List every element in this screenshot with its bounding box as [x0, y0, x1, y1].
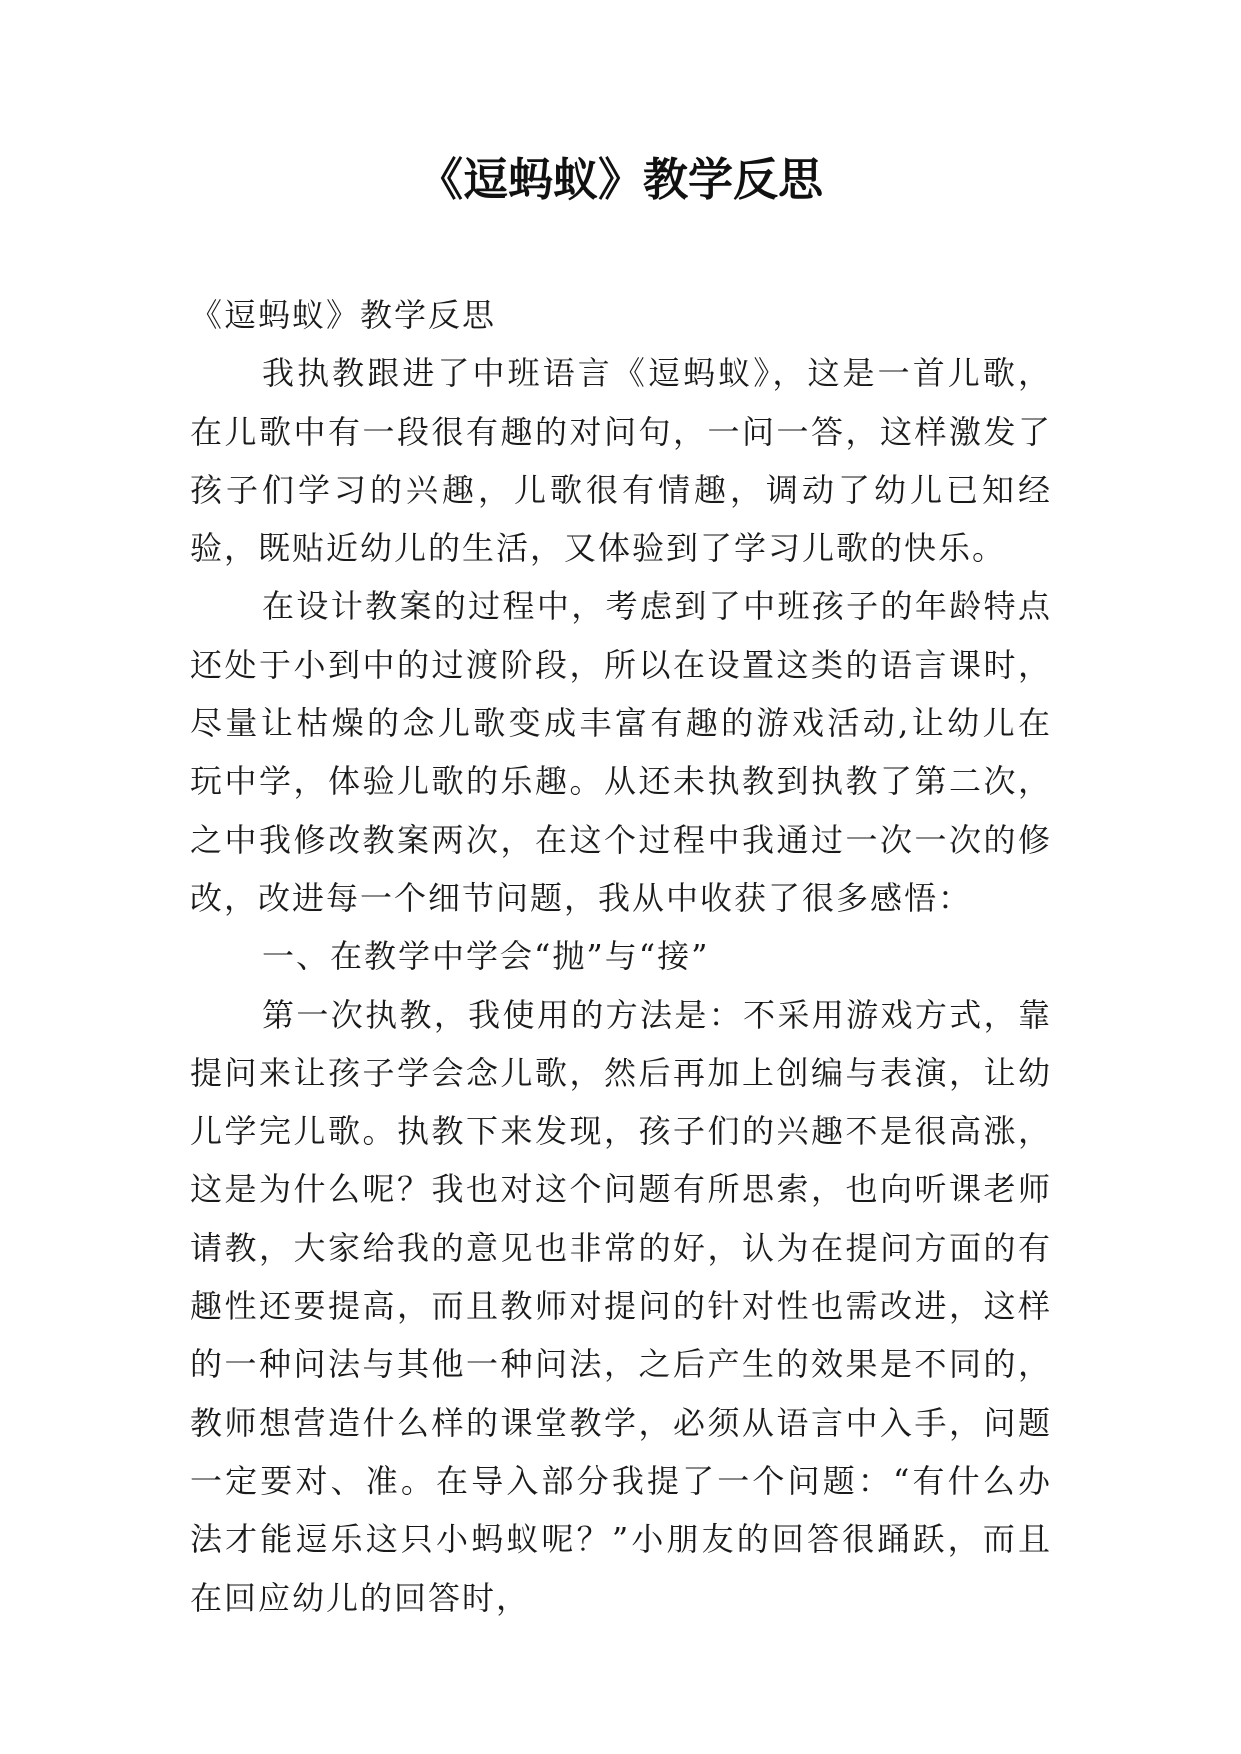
section-heading: 一、在教学中学会“抛”与“接”: [262, 937, 710, 976]
paragraph-intro: 我执教跟进了中班语言《逗蚂蚁》，这是一首儿歌，在儿歌中有一段很有趣的对问句，一问一答，这样激发了孩子们学习的兴趣，儿歌很有情趣，调动了幼儿已知经验，既贴近幼儿的生活，又体验到了学习儿歌的快乐。: [190, 354, 1052, 568]
document-body: [190, 286, 1052, 1627]
document-title: 《逗蚂蚁》教学反思: [417, 153, 823, 206]
paragraph-first-lesson: 第一次执教，我使用的方法是：不采用游戏方式，靠提问来让孩子学会念儿歌，然后再加上创编与表演，让幼儿学完儿歌。执教下来发现，孩子们的兴趣不是很高涨，这是为什么呢？我也对这个问题有所思索，也向听课老师请教，大家给我的意见也非常的好，认为在提问方面的有趣性还要提高，而且教师对提问的针对性也需改进，这样的一种问法与其他一种问法，之后产生的效果是不同的，教师想营造什么样的课堂教学，必须从语言中入手，问题一定要对、准。在导入部分我提了一个问题：“有什么办法才能逗乐这只小蚂蚁呢？”小朋友的回答很踊跃，而且在回应幼儿的回答时，: [190, 995, 1052, 1617]
document-subtitle: 《逗蚂蚁》教学反思: [190, 296, 497, 334]
paragraph-design: 在设计教案的过程中，考虑到了中班孩子的年龄特点还处于小到中的过渡阶段，所以在设置这类的语言课时，尽量让枯燥的念儿歌变成丰富有趣的游戏活动,让幼儿在玩中学，体验儿歌的乐趣。从还未执教到执教了第二次，之中我修改教案两次，在这个过程中我通过一次一次的修改，改进每一个细节问题，我从中收获了很多感悟：: [190, 587, 1052, 917]
